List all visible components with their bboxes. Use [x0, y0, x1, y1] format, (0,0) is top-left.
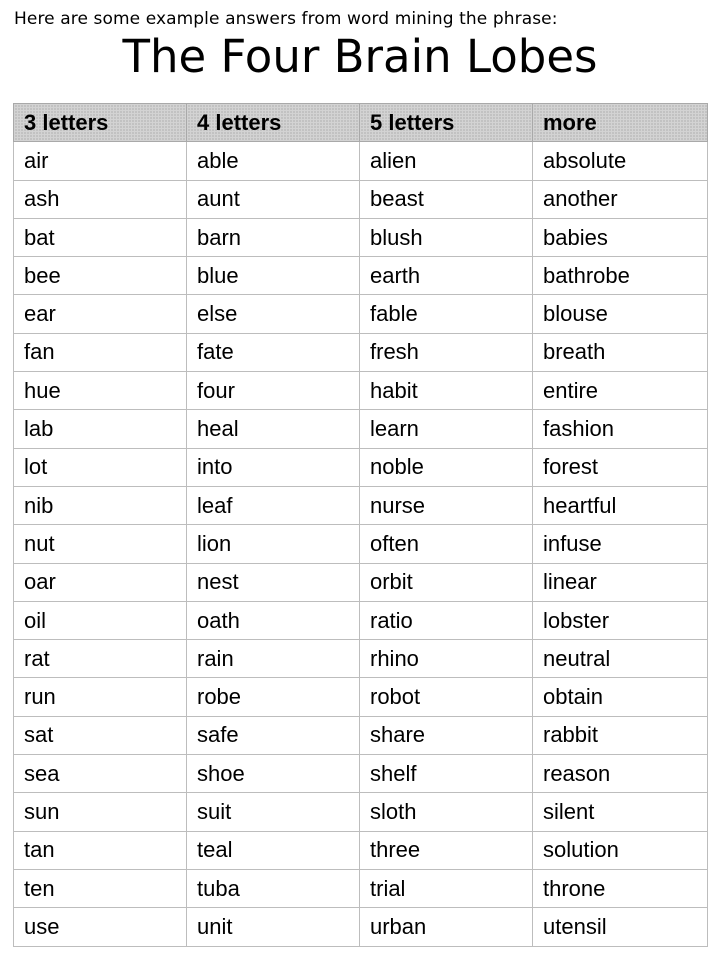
table-cell: hue	[14, 372, 187, 410]
table-cell: fable	[360, 295, 533, 333]
table-cell: trial	[360, 869, 533, 907]
table-cell: another	[533, 180, 708, 218]
table-row	[14, 831, 708, 869]
table-cell: three	[360, 831, 533, 869]
table-cell: sea	[14, 755, 187, 793]
table-cell: bat	[14, 218, 187, 256]
table-cell: lion	[187, 525, 360, 563]
table-cell: absolute	[533, 142, 708, 180]
column-header: 5 letters	[360, 104, 533, 142]
table-row	[14, 333, 708, 371]
table-cell: nut	[14, 525, 187, 563]
table-cell: breath	[533, 333, 708, 371]
table-cell: bathrobe	[533, 257, 708, 295]
column-header: 3 letters	[14, 104, 187, 142]
table-cell: reason	[533, 755, 708, 793]
table-cell: heal	[187, 410, 360, 448]
table-cell: alien	[360, 142, 533, 180]
table-row	[14, 257, 708, 295]
table-row	[14, 563, 708, 601]
table-cell: fate	[187, 333, 360, 371]
table-cell: shelf	[360, 755, 533, 793]
table-cell: habit	[360, 372, 533, 410]
table-cell: tan	[14, 831, 187, 869]
table-cell: fan	[14, 333, 187, 371]
table-cell: use	[14, 908, 187, 946]
table-cell: teal	[187, 831, 360, 869]
table-cell: fresh	[360, 333, 533, 371]
table-cell: neutral	[533, 640, 708, 678]
table-cell: lot	[14, 448, 187, 486]
table-cell: sloth	[360, 793, 533, 831]
table-cell: four	[187, 372, 360, 410]
page-title: The Four Brain Lobes	[122, 30, 598, 83]
table-cell: solution	[533, 831, 708, 869]
table-cell: urban	[360, 908, 533, 946]
table-row	[14, 678, 708, 716]
table-cell: babies	[533, 218, 708, 256]
table-row	[14, 908, 708, 946]
table-cell: lobster	[533, 601, 708, 639]
table-row	[14, 486, 708, 524]
table-row	[14, 372, 708, 410]
table-cell: robe	[187, 678, 360, 716]
table-cell: robot	[360, 678, 533, 716]
table-cell: oar	[14, 563, 187, 601]
table-row	[14, 716, 708, 754]
table-cell: suit	[187, 793, 360, 831]
table-cell: blush	[360, 218, 533, 256]
table-row	[14, 601, 708, 639]
table-cell: rain	[187, 640, 360, 678]
table-cell: lab	[14, 410, 187, 448]
table-cell: unit	[187, 908, 360, 946]
table-cell: else	[187, 295, 360, 333]
word-table	[13, 103, 708, 947]
table-cell: barn	[187, 218, 360, 256]
table-cell: linear	[533, 563, 708, 601]
table-cell: share	[360, 716, 533, 754]
table-cell: leaf	[187, 486, 360, 524]
table-cell: oath	[187, 601, 360, 639]
table-cell: orbit	[360, 563, 533, 601]
table-cell: rhino	[360, 640, 533, 678]
table-cell: entire	[533, 372, 708, 410]
table-cell: sun	[14, 793, 187, 831]
table-cell: nurse	[360, 486, 533, 524]
table-cell: aunt	[187, 180, 360, 218]
table-cell: infuse	[533, 525, 708, 563]
table-cell: rabbit	[533, 716, 708, 754]
table-row	[14, 448, 708, 486]
table-cell: blouse	[533, 295, 708, 333]
table-cell: blue	[187, 257, 360, 295]
table-cell: often	[360, 525, 533, 563]
table-cell: safe	[187, 716, 360, 754]
table-cell: silent	[533, 793, 708, 831]
table-row	[14, 755, 708, 793]
table-cell: ash	[14, 180, 187, 218]
table-row	[14, 869, 708, 907]
table-row	[14, 640, 708, 678]
table-cell: into	[187, 448, 360, 486]
table-cell: oil	[14, 601, 187, 639]
column-header: more	[533, 104, 708, 142]
table-cell: tuba	[187, 869, 360, 907]
table-cell: learn	[360, 410, 533, 448]
table-row	[14, 793, 708, 831]
column-header: 4 letters	[187, 104, 360, 142]
table-cell: run	[14, 678, 187, 716]
table-cell: sat	[14, 716, 187, 754]
table-row	[14, 295, 708, 333]
table-cell: forest	[533, 448, 708, 486]
table-row	[14, 142, 708, 180]
table-cell: beast	[360, 180, 533, 218]
table-cell: ten	[14, 869, 187, 907]
table-cell: noble	[360, 448, 533, 486]
table-cell: nib	[14, 486, 187, 524]
table-row	[14, 410, 708, 448]
table-body	[14, 142, 708, 946]
table-cell: throne	[533, 869, 708, 907]
table-cell: fashion	[533, 410, 708, 448]
table-cell: bee	[14, 257, 187, 295]
table-cell: obtain	[533, 678, 708, 716]
table-row	[14, 218, 708, 256]
table-cell: ear	[14, 295, 187, 333]
table-header-row	[14, 104, 708, 142]
table-cell: utensil	[533, 908, 708, 946]
table-row	[14, 180, 708, 218]
table-cell: able	[187, 142, 360, 180]
table-cell: nest	[187, 563, 360, 601]
table-cell: air	[14, 142, 187, 180]
table-cell: rat	[14, 640, 187, 678]
table-row	[14, 525, 708, 563]
intro-text: Here are some example answers from word mining the phrase:	[14, 9, 558, 29]
table-cell: shoe	[187, 755, 360, 793]
table-cell: ratio	[360, 601, 533, 639]
table-cell: earth	[360, 257, 533, 295]
table-cell: heartful	[533, 486, 708, 524]
